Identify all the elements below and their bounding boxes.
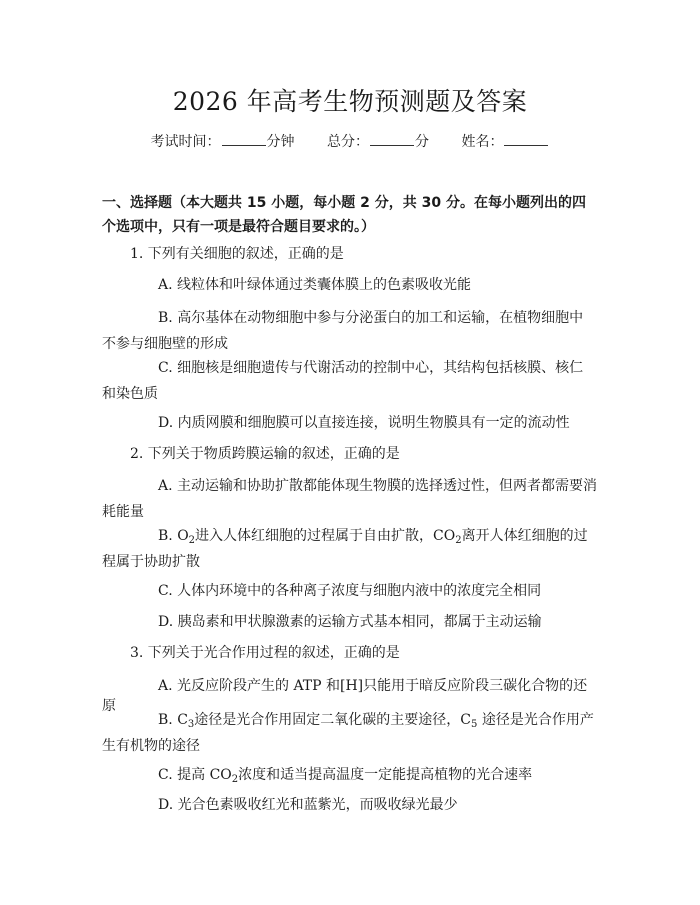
page-title: 2026 年高考生物预测题及答案 (172, 87, 528, 116)
question-3-option-d: D. 光合色素吸收红光和蓝紫光，而吸收绿光最少 (158, 797, 458, 813)
question-2-option-b: B. $O_2$进入人体红细胞的过程属于自由扩散，$CO_2$离开人体红细胞的过程属于协助扩散 (102, 528, 588, 570)
total-score-field (327, 134, 429, 150)
time-blank (222, 133, 266, 146)
question-1-option-d: D. 内质网膜和细胞膜可以直接连接，说明生物膜具有一定的流动性 (158, 415, 570, 431)
time-unit: 分钟 (266, 134, 295, 150)
question-1-option-a: A. 线粒体和叶绿体通过类囊体膜上的色素吸收光能 (158, 277, 472, 293)
question-1-option-b: B. 高尔基体在动物细胞中参与分泌蛋白的加工和运输，在植物细胞中不参与细胞壁的形成 (102, 310, 584, 352)
question-1-stem: 1. 下列有关细胞的叙述，正确的是 (130, 246, 344, 262)
question-2-option-c: C. 人体内环境中的各种离子浓度与细胞内液中的浓度完全相同 (158, 583, 542, 599)
exam-info-line (0, 131, 700, 151)
name-blank (504, 133, 548, 146)
question-2-stem: 2. 下列关于物质跨膜运输的叙述，正确的是 (130, 446, 400, 462)
exam-time-field (151, 134, 295, 150)
score-unit: 分 (415, 134, 429, 150)
name-label: 姓名： (461, 134, 504, 150)
time-label: 考试时间： (150, 134, 221, 150)
student-name-field (461, 134, 549, 150)
question-3-stem: 3. 下列关于光合作用过程的叙述，正确的是 (130, 645, 400, 661)
score-label: 总分： (327, 134, 369, 150)
question-2-option-d: D. 胰岛素和甲状腺激素的运输方式基本相同，都属于主动运输 (158, 614, 542, 630)
question-3-option-c: C. 提高 $CO_2$浓度和适当提高温度一定能提高植物的光合速率 (158, 767, 533, 785)
section-heading: 一、选择题（本大题共 15 小题，每小题 2 分，共 30 分。在每小题列出的四个选项中，只有一项是最符合题目要求的。） (102, 195, 586, 235)
question-2-option-a: A. 主动运输和协助扩散都能体现生物膜的选择透过性，但两者都需要消耗能量 (102, 478, 598, 520)
score-blank (370, 133, 414, 146)
question-1-option-c: C. 细胞核是细胞遗传与代谢活动的控制中心，其结构包括核膜、核仁和染色质 (102, 360, 584, 402)
question-3-option-b: B. $C_3$途径是光合作用固定二氧化碳的主要途径，$C_5$ 途径是光合作用产生有机物的途径 (102, 712, 594, 754)
question-3-option-a: A. 光反应阶段产生的 ATP 和[H]只能用于暗反应阶段三碳化合物的还原 (102, 678, 588, 714)
